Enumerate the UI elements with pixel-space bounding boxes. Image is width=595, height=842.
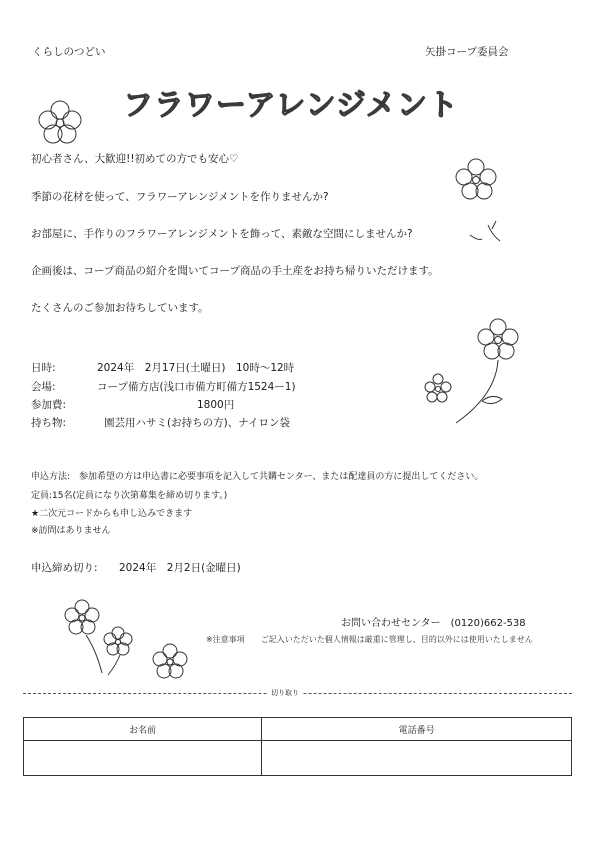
capacity-text: 定員:15名(定員になり次第募集を締め切ります。) bbox=[31, 491, 228, 501]
venue-label: 会場: bbox=[31, 381, 56, 393]
date-value: 2024年 2月17日(土曜日) 10時～12時 bbox=[97, 362, 295, 374]
page-title: フラワーアレンジメント bbox=[123, 88, 459, 123]
intro-line-souvenir: 企画後は、コープ商品の紹介を聞いてコープ商品の手土産をお持ち帰りいただけます。 bbox=[31, 265, 439, 277]
header-left-text: くらしのつどい bbox=[32, 46, 106, 58]
intro-line-decorate: お部屋に、手作りのフラワーアレンジメントを飾って、素敵な空間にしませんか? bbox=[31, 228, 413, 240]
intro-line-invitation: たくさんのご参加お待ちしています。 bbox=[31, 302, 209, 314]
flower-with-stem-icon-right-top bbox=[448, 155, 508, 255]
form-name-header: お名前 bbox=[24, 718, 262, 741]
deadline-label: 申込締め切り: bbox=[31, 562, 98, 574]
date-label: 日時: bbox=[31, 362, 56, 374]
fee-value: 1800円 bbox=[197, 399, 235, 411]
venue-value: コープ備方店(浅口市備方町備方1524ー1) bbox=[97, 381, 296, 393]
privacy-note: ※注意事項 ご記入いただいた個人情報は厳重に管理し、目的以外には使用いたしません bbox=[206, 635, 533, 644]
form-name-field[interactable] bbox=[24, 741, 262, 776]
intro-line-seasonal: 季節の花材を使って、フラワーアレンジメントを作りませんか? bbox=[31, 191, 329, 203]
no-visit-note: ※訪問はありません bbox=[31, 526, 111, 536]
belongings-value: 園芸用ハサミ(お持ちの方)、ナイロン袋 bbox=[104, 417, 290, 429]
flower-icon-top-left bbox=[35, 98, 85, 148]
deadline-value: 2024年 2月2日(金曜日) bbox=[119, 562, 241, 574]
contact-info: お問い合わせセンター (0120)662-538 bbox=[341, 618, 526, 629]
fee-label: 参加費: bbox=[31, 399, 67, 411]
form-phone-field[interactable] bbox=[262, 741, 572, 776]
flower-cluster-icon-bottom-left bbox=[60, 595, 200, 690]
qr-code-note: ★二次元コードからも申し込みできます bbox=[31, 509, 193, 519]
header-right-text: 矢掛コープ委員会 bbox=[425, 46, 509, 58]
cut-line-label: 切り取り bbox=[268, 688, 302, 698]
application-method-text: 申込方法: 参加希望の方は申込書に必要事項を記入して共購センター、または配達員の方に提出してください。 bbox=[31, 472, 484, 482]
belongings-label: 持ち物: bbox=[31, 417, 67, 429]
form-phone-header: 電話番号 bbox=[262, 718, 572, 741]
application-form-table bbox=[23, 717, 572, 776]
flower-with-stem-icon-right-middle bbox=[420, 315, 520, 430]
intro-line-welcome: 初心者さん、大歓迎!!初めての方でも安心♡ bbox=[31, 153, 239, 165]
